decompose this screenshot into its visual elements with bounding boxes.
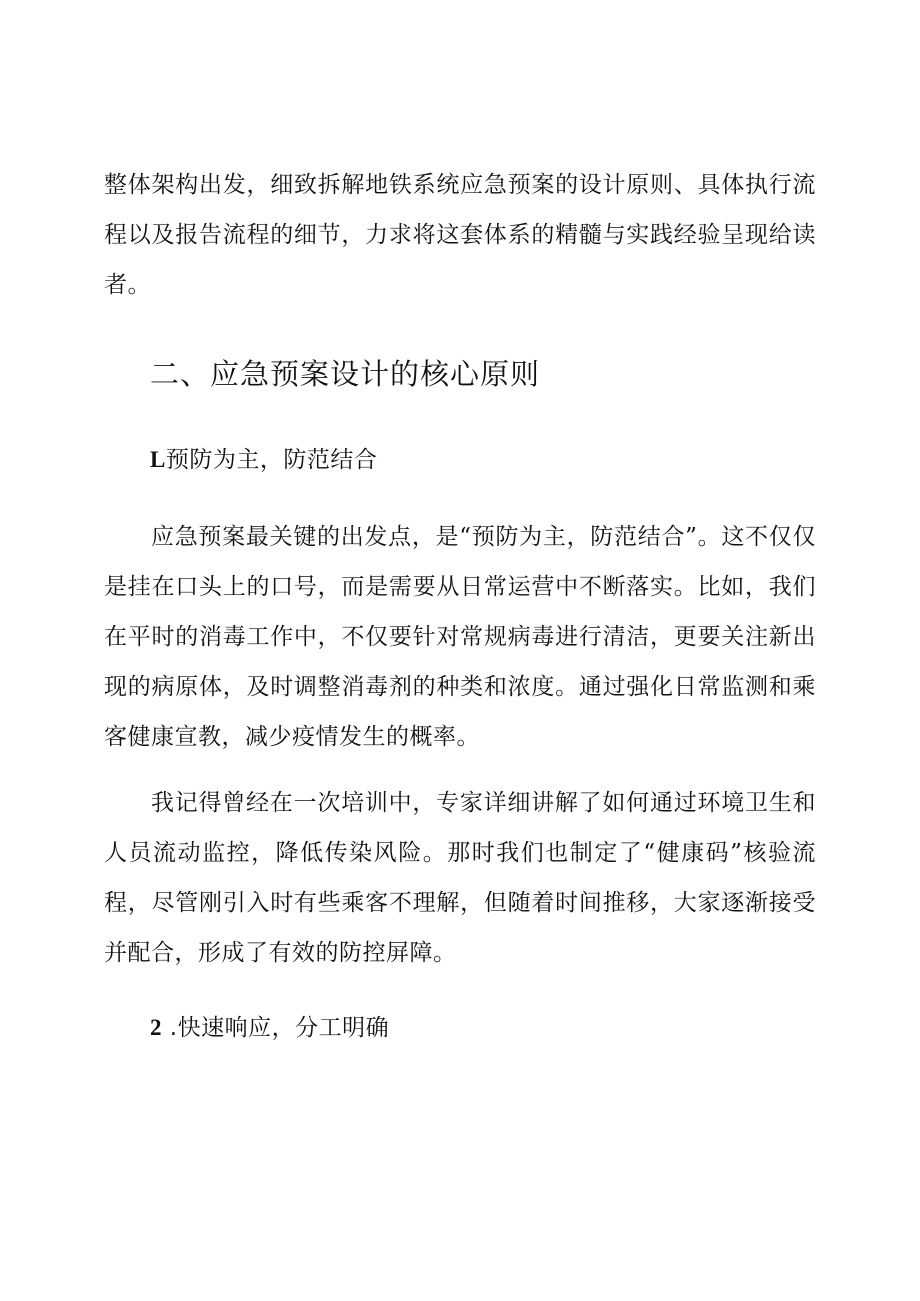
subsection-title-1: 预防为主，防范结合 [165,447,378,473]
intro-paragraph: 整体架构出发，细致拆解地铁系统应急预案的设计原则、具体执行流程以及报告流程的细节，力求将这套体系的精髓与实践经验呈现给读者。 [104,172,816,298]
body-paragraph-2: 我记得曾经在一次培训中，专家详细讲解了如何通过环境卫生和人员流动监控，降低传染风险。那时我们也制定了“健康码”核验流程，尽管刚引入时有些乘客不理解，但随着时间推移，大家逐渐接受并配合，形成了有效的防控屏障。 [104,790,816,966]
subsection-number-1: L [150,447,166,472]
section-heading: 二、应急预案设计的核心原则 [150,357,541,391]
subsection-heading-1 [150,440,377,480]
subsection-heading-2 [150,1008,389,1048]
body-paragraph-1: 应急预案最关键的出发点，是“预防为主，防范结合”。这不仅仅是挂在口头上的口号，而是需要从日常运营中不断落实。比如，我们在平时的消毒工作中，不仅要针对常规病毒进行清洁，更要关注新出现的病原体，及时调整消毒剂的种类和浓度。通过强化日常监测和乘客健康宣教，减少疫情发生的概率。 [104,524,816,750]
subsection-title-2: .快速响应，分工明确 [162,1015,390,1041]
subsection-number-2: 2 [150,1015,162,1040]
